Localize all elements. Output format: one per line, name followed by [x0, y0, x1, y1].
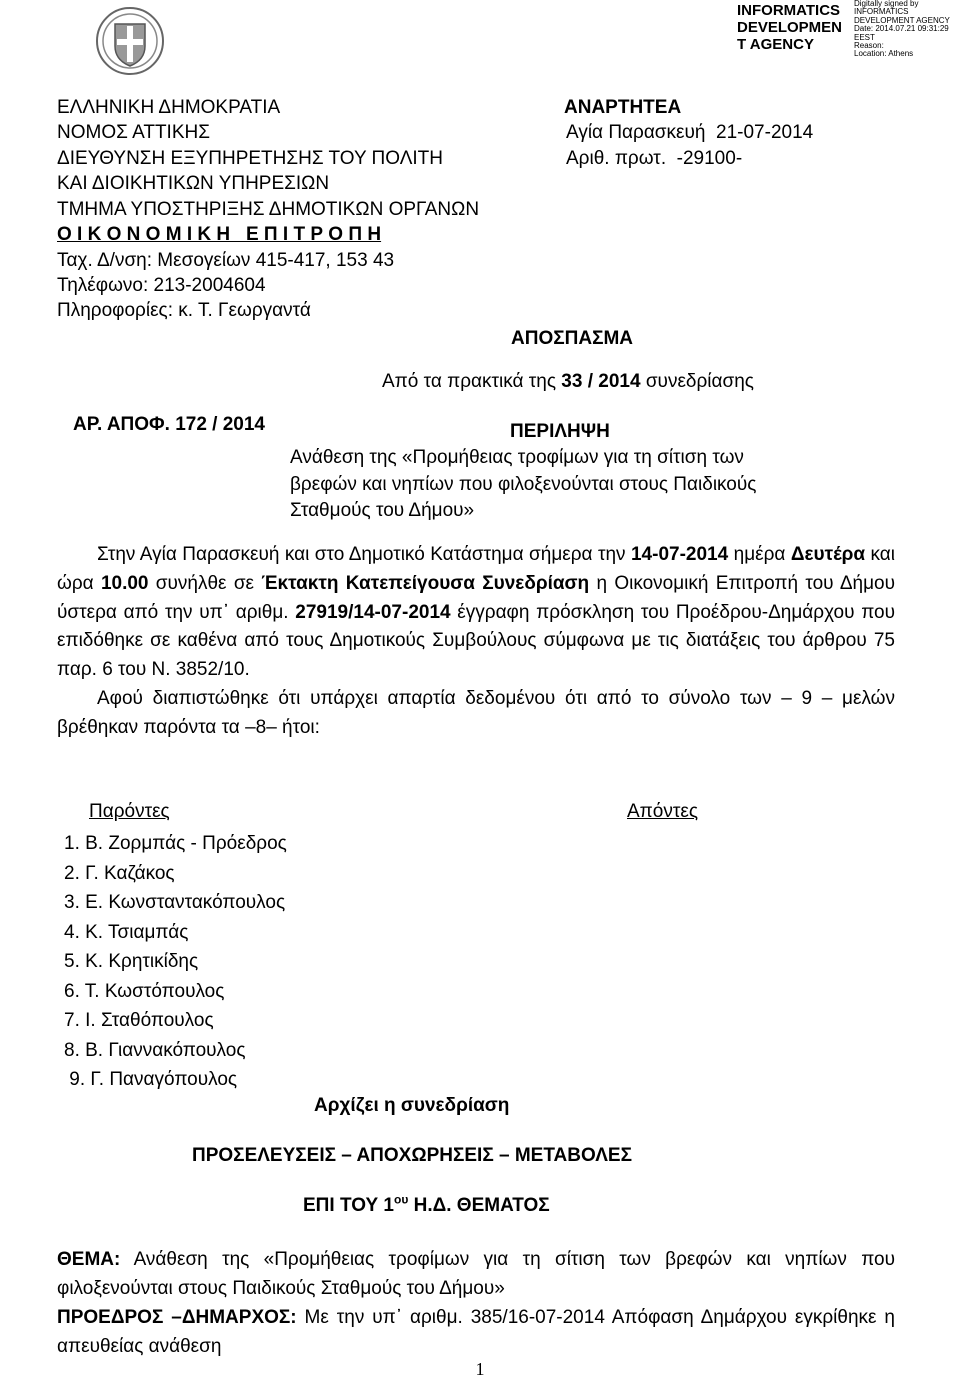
chair-paragraph: [57, 1303, 895, 1361]
p1-time: 10.00: [100, 572, 149, 594]
header-republic: ΕΛΛΗΝΙΚΗ ΔΗΜΟΚΡΑΤΙΑ: [57, 97, 281, 118]
p1-c: και ώρα: [57, 544, 895, 594]
header-directorate: ΔΙΕΥΘΥΝΣΗ ΕΞΥΠΗΡΕΤΗΣΗΣ ΤΟΥ ΠΟΛΙΤΗ: [57, 148, 444, 169]
header-directorate-cont: ΚΑΙ ΔΙΟΙΚΗΤΙΚΩΝ ΥΠΗΡΕΣΙΩΝ: [57, 173, 330, 194]
sig-meta-2: INFORMATICS: [854, 7, 909, 17]
summary-line1: Ανάθεση της «Προμήθειας τροφίμων για τη σίτιση των: [290, 447, 744, 468]
item-sup: ου: [393, 1192, 409, 1207]
p1-day: Δευτέρα: [790, 544, 866, 565]
list-item: 6. Τ. Κωστόπουλος: [64, 980, 225, 1002]
header-department: ΤΜΗΜΑ ΥΠΟΣΤΗΡΙΞΗΣ ΔΗΜΟΤΙΚΩΝ ΟΡΓΑΝΩΝ: [57, 199, 480, 220]
list-item: 5. Κ. Κρητικίδης: [64, 951, 199, 972]
chair-text: Με την υπ᾽ αριθμ. 385/16-07-2014 Απόφαση Δημάρχου εγκρίθηκε η απευθείας ανάθεση: [57, 1307, 895, 1357]
sig-meta-6: Reason:: [854, 41, 884, 51]
body-p2: Αφού διαπιστώθηκε ότι υπάρχει απαρτία δεδομένου ότι από το σύνολο των – 9 – μελών βρέθηκαν παρόντα τα –8– ήτοι:: [57, 687, 895, 738]
header-prefecture: ΝΟΜΟΣ ΑΤΤΙΚΗΣ: [57, 122, 210, 143]
sig-org-line1: INFORMATICS: [737, 2, 841, 19]
posting-tag: ΑΝΑΡΤΗΤΕΑ: [564, 97, 682, 118]
sig-meta-4: Date: 2014.07.21 09:31:29: [854, 24, 949, 34]
topic-text: Ανάθεση της «Προμήθειας τροφίμων για τη σίτιση των βρεφών και νηπίων που φιλοξενούνται στους Παιδικούς Σταθμούς του Δήμου»: [57, 1249, 895, 1299]
topic-label: ΘΕΜΑ:: [57, 1249, 121, 1270]
list-item: 7. Ι. Σταθόπουλος: [64, 1010, 214, 1031]
summary-title: ΠΕΡΙΛΗΨΗ: [510, 421, 610, 442]
list-item: 2. Γ. Καζάκος: [64, 862, 175, 884]
p1-e: η Οικονομική Επιτροπή του Δήμου ύστερα από την υπ᾽ αριθμ.: [57, 572, 895, 623]
list-item: 1. Β. Ζορμπάς - Πρόεδρος: [64, 833, 287, 854]
sig-meta-5: EEST: [854, 32, 875, 42]
item-post: Η.Δ. ΘΕΜΑΤΟΣ: [408, 1195, 550, 1216]
decision-number: ΑΡ. ΑΠΟΦ. 172 / 2014: [73, 414, 265, 435]
session-changes: ΠΡΟΣΕΛΕΥΣΕΙΣ – ΑΠΟΧΩΡΗΣΕΙΣ – ΜΕΤΑΒΟΛΕΣ: [192, 1145, 632, 1166]
body-paragraph: [57, 541, 895, 743]
list-item: 9. Γ. Παναγόπουλος: [64, 1069, 238, 1090]
body-p1: [57, 541, 895, 685]
header-address: Ταχ. Δ/νση: Μεσογείων 415-417, 153 43: [57, 250, 395, 271]
protocol-number: Αριθ. πρωτ. -29100-: [566, 148, 743, 169]
page-number: 1: [475, 1359, 485, 1379]
p1-f: έγγραφη πρόσκληση του Προέδρου-Δημάρχου που επιδόθηκε σε καθένα από τους Δημοτικούς Συμβούλους σύμφωνα με τις διατάξεις του άρθρου 75 παρ. 6 του Ν. 3852/10.: [57, 601, 895, 681]
present-list: [64, 829, 287, 1095]
minutes-pre: Από τα πρακτικά της: [382, 371, 562, 392]
place-date: Αγία Παρασκευή 21-07-2014: [566, 122, 814, 143]
header-info: Πληροφορίες: κ. Τ. Γεωργαντά: [57, 300, 311, 321]
sig-meta-7: Location: Athens: [854, 49, 914, 59]
p1-b: ημέρα: [728, 544, 791, 565]
list-item: 8. Β. Γιαννακόπουλος: [64, 1039, 246, 1061]
sig-meta-3: DEVELOPMENT AGENCY: [854, 15, 950, 25]
sig-org-line3: T AGENCY: [737, 36, 814, 53]
sig-meta-1: Digitally signed by: [854, 0, 919, 8]
sig-org-line2: DEVELOPMEN: [737, 19, 843, 36]
absent-title: Απόντες: [627, 801, 698, 822]
p1-date: 14-07-2014: [630, 544, 729, 565]
topic-paragraph: [57, 1245, 895, 1303]
agenda-item-heading: [303, 1192, 550, 1218]
header-phone: Τηλέφωνο: 213-2004604: [57, 275, 266, 296]
list-item: 3. Ε. Κωνσταντακόπουλος: [64, 892, 286, 913]
topic-block: [57, 1245, 895, 1361]
greek-emblem-icon: [95, 6, 165, 76]
minutes-line: [382, 371, 754, 394]
chair-label: ΠΡΟΕΔΡΟΣ –ΔΗΜΑΡΧΟΣ:: [57, 1307, 297, 1328]
header-committee: Ο Ι Κ Ο Ν Ο Μ Ι Κ Η Ε Π Ι Τ Ρ Ο Π Η: [57, 224, 382, 245]
list-item: 4. Κ. Τσιαμπάς: [64, 921, 189, 943]
summary-line3: Σταθμούς του Δήμου»: [290, 500, 475, 521]
p1-d: συνήλθε σε: [148, 572, 262, 594]
summary-line2: βρεφών και νηπίων που φιλοξενούνται στους Παιδικούς: [290, 474, 757, 495]
digital-signature-stamp: [735, 0, 960, 62]
p1-session: Έκτακτη Κατεπείγουσα Συνεδρίαση: [261, 572, 590, 594]
p1-a: Στην Αγία Παρασκευή και στο Δημοτικό Κατάστημα σήμερα την: [97, 544, 631, 565]
session-start: Αρχίζει η συνεδρίαση: [314, 1095, 510, 1116]
item-pre: ΕΠΙ ΤΟΥ 1: [303, 1195, 394, 1216]
minutes-post: συνεδρίασης: [640, 371, 754, 392]
p1-ref: 27919/14-07-2014: [295, 601, 451, 623]
extract-title: ΑΠΟΣΠΑΣΜΑ: [511, 328, 634, 349]
minutes-number: 33 / 2014: [561, 371, 641, 392]
present-title: Παρόντες: [89, 801, 170, 822]
